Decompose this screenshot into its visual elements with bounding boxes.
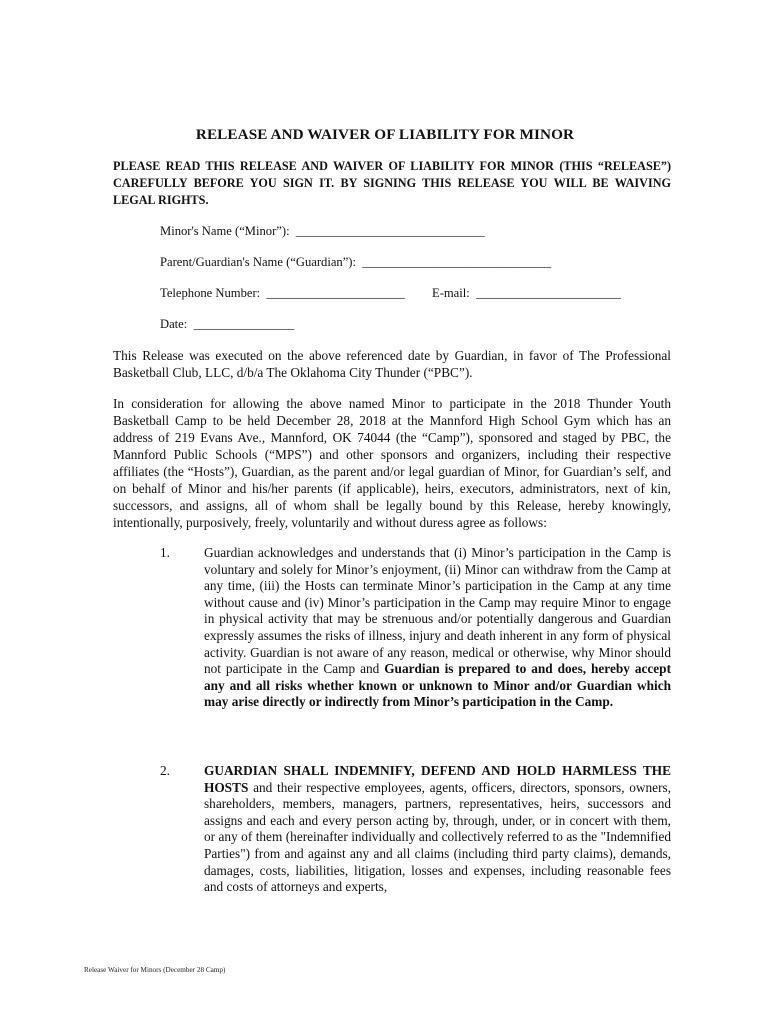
date-field[interactable]: Date: ________________ bbox=[160, 317, 295, 331]
guardian-name-field[interactable]: Parent/Guardian's Name (“Guardian”): ______________________________ bbox=[160, 255, 552, 269]
consideration-paragraph: In consideration for allowing the above named Minor to participate in the 2018 Thunder Youth Basketball Camp to be held December 28, 2018 at the Mannford High School Gym which has an address of 219 Evans Ave., Mannford, OK 74044 (the “Camp”), sponsored and staged by PBC, the Mannford Public Schools (“MPS”) and other sponsors and organizers, including their respective affiliates (the “Hosts”), Guardian, as the parent and/or legal guardian of Minor, for Guardian’s self, and on behalf of Minor and his/her parents (if applicable), heirs, executors, administrators, next of kin, successors, and assigns, all of whom shall be legally bound by this Release, hereby knowingly, intentionally, purposively, freely, voluntarily and without duress agree as follows: bbox=[113, 396, 671, 530]
item-2-bold: GUARDIAN SHALL INDEMNIFY, DEFEND AND HOLD HARMLESS THE HOSTS bbox=[204, 763, 671, 795]
telephone-field[interactable]: Telephone Number: ______________________ bbox=[160, 286, 406, 300]
release-paragraph: This Release was executed on the above referenced date by Guardian, in favor of The Professional Basketball Club, LLC, d/b/a The Oklahoma City Thunder (“PBC”). bbox=[113, 348, 671, 380]
item-1-number: 1. bbox=[160, 545, 170, 560]
page-footer: Release Waiver for Minors (December 28 Camp) bbox=[84, 966, 226, 974]
item-2-number: 2. bbox=[160, 763, 170, 778]
item-1-text bbox=[204, 545, 671, 711]
intro-warning: PLEASE READ THIS RELEASE AND WAIVER OF LIABILITY FOR MINOR (THIS “RELEASE”) CAREFULLY BEFORE YOU SIGN IT. BY SIGNING THIS RELEASE YOU WILL BE WAIVING LEGAL RIGHTS. bbox=[113, 159, 671, 207]
item-2-body: and their respective employees, agents, officers, directors, sponsors, owners, shareholders, members, managers, partners, representatives, heirs, successors and assigns and each and every person acting by, through, under, or in concert with them, or any of them (hereinafter individually and collectively referred to as the "Indemnified Parties") from and against any and all claims (including third party claims), demands, damages, costs, liabilities, litigation, losses and expenses, including reasonable fees and costs of attorneys and experts, bbox=[204, 779, 671, 895]
document-title: RELEASE AND WAIVER OF LIABILITY FOR MINOR bbox=[195, 126, 575, 143]
email-field[interactable]: E-mail: _______________________ bbox=[432, 286, 621, 300]
item-1-bold: Guardian is prepared to and does, hereby accept any and all risks whether known or unknown to Minor and/or Guardian which may arise directly or indirectly from Minor’s participation in the Camp. bbox=[204, 661, 672, 710]
item-2-text bbox=[204, 763, 671, 896]
item-1-body: Guardian acknowledges and understands that (i) Minor’s participation in the Camp is voluntary and solely for Minor’s enjoyment, (ii) Minor can withdraw from the Camp at any time, (iii) the Hosts can terminate Minor’s participation in the Camp at any time without cause and (iv) Minor’s participation in the Camp may require Minor to engage in physical activity that may be strenuous and/or potentially dangerous and Guardian expressly assumes the risks of illness, injury and death inherent in any form of physical activity. Guardian is not aware of any reason, medical or otherwise, why Minor should not participate in the Camp and bbox=[204, 545, 671, 677]
minor-name-field[interactable]: Minor's Name (“Minor”): ______________________________ bbox=[160, 224, 485, 238]
